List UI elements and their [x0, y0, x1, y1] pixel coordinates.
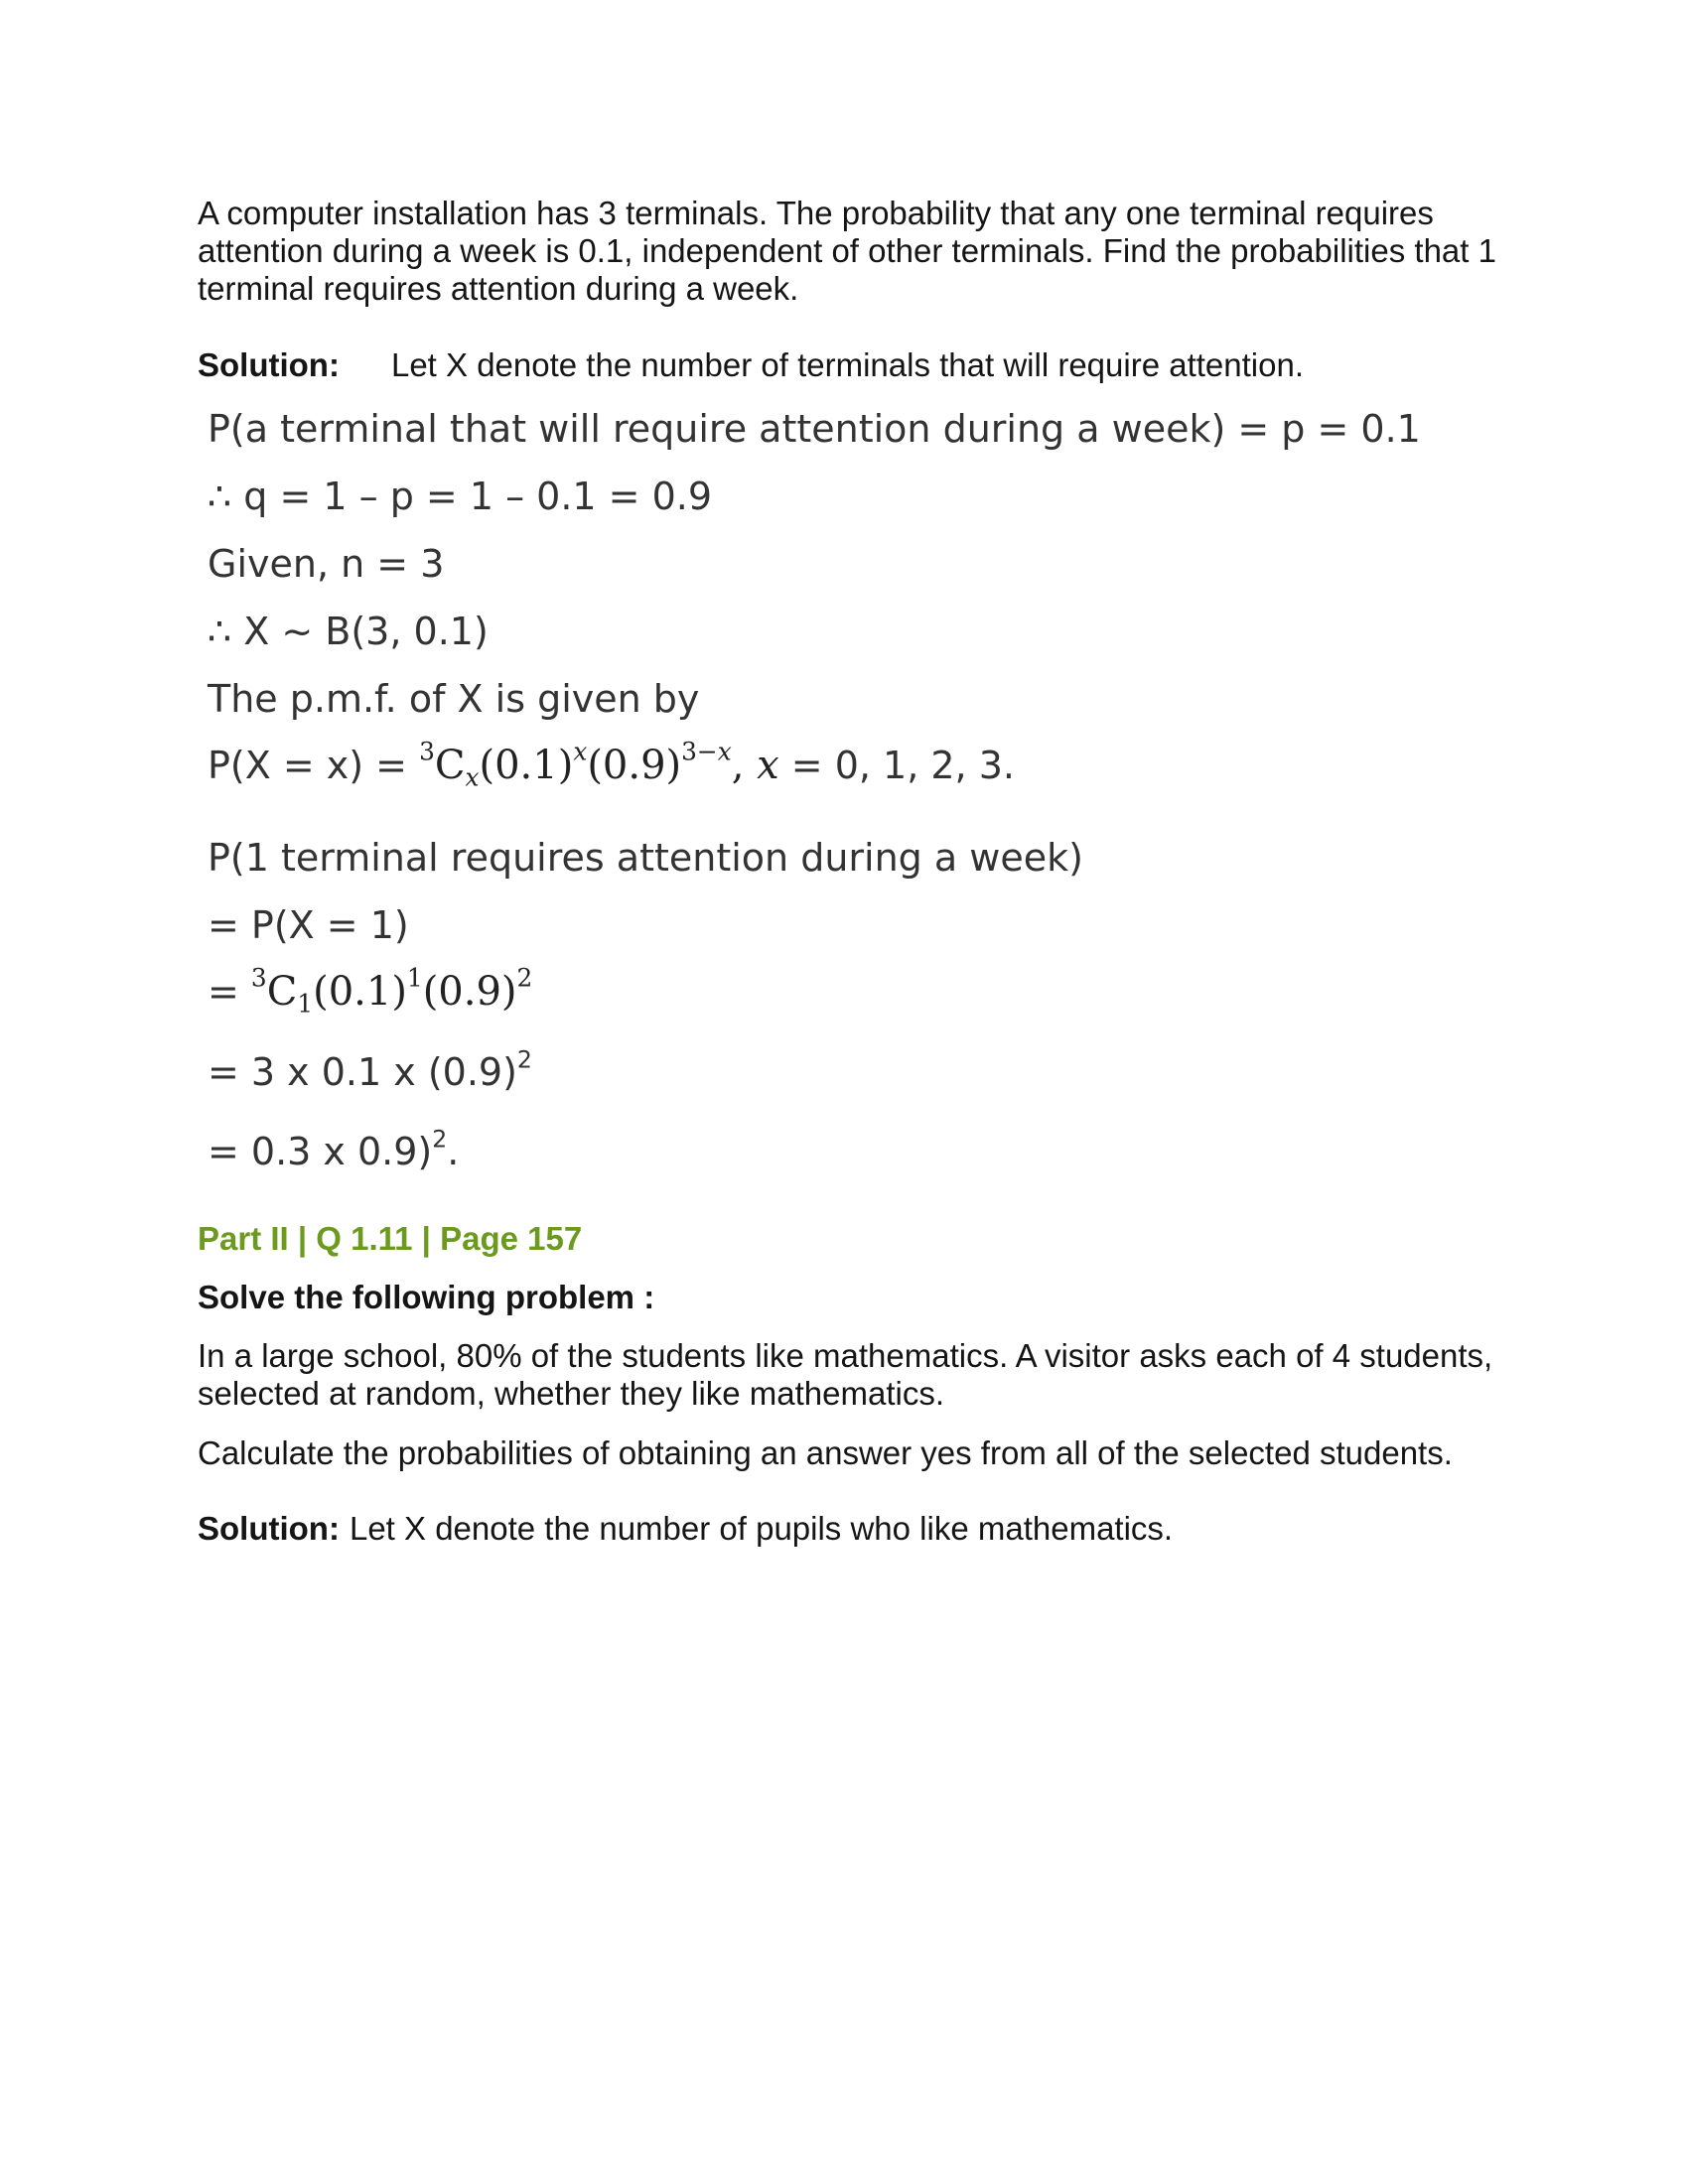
solution-label: Solution:	[198, 346, 340, 383]
problem-heading: Solve the following problem :	[198, 1279, 655, 1315]
pmf-prefix: P(X = x) =	[208, 744, 420, 787]
problem-text: In a large school, 80% of the students like mathematics. A visitor asks each of 4 students, selected at random, whether they like mathematics.	[198, 1337, 1493, 1412]
solution-2-line	[198, 1510, 1508, 1548]
step-pmf-formula	[208, 737, 1015, 792]
pmf-expression: $^3C_x(0.1)^x(0.9)^{3-x}$, x	[419, 737, 779, 792]
step-binomial-substitution	[208, 963, 533, 1019]
step-probability-p: P(a terminal that will require attention during a week) = p = 0.1	[208, 407, 1421, 451]
solution-line	[198, 346, 1508, 384]
substitution-expression: $^3C_1(0.1)^1(0.9)^2$	[250, 963, 533, 1019]
simplify-1-text: = 3 x 0.1 x (0.9)	[208, 1050, 517, 1094]
step-simplify-2	[208, 1125, 460, 1173]
question-reference: Part II | Q 1.11 | Page 157	[198, 1220, 583, 1257]
solution-2-label: Solution:	[198, 1510, 340, 1547]
simplify-2-exponent: 2	[432, 1125, 448, 1154]
pmf-suffix: = 0, 1, 2, 3.	[778, 744, 1015, 787]
simplify-2-text: = 0.3 x 0.9)	[208, 1130, 433, 1173]
step-simplify-1	[208, 1045, 532, 1094]
step-pmf-intro: The p.m.f. of X is given by	[208, 677, 700, 721]
step-target-event: P(1 terminal requires attention during a week)	[208, 836, 1083, 880]
solution-2-text: Let X denote the number of pupils who like mathematics.	[349, 1510, 1174, 1547]
problem-question: Calculate the probabilities of obtaining an answer yes from all of the selected students.	[198, 1434, 1453, 1471]
question-text: A computer installation has 3 terminals. The probability that any one terminal requires attention during a week is 0.1, independent of other terminals. Find the probabilities that 1 terminal requires attention during a week.	[198, 195, 1496, 307]
step-equals-p-x1: = P(X = 1)	[208, 903, 409, 947]
substitution-prefix: =	[208, 970, 251, 1014]
simplify-2-period: .	[447, 1130, 460, 1173]
step-distribution: ∴ X ~ B(3, 0.1)	[208, 610, 489, 653]
step-given-n: Given, n = 3	[208, 542, 445, 586]
simplify-1-exponent: 2	[516, 1045, 532, 1074]
solution-text: Let X denote the number of terminals that will require attention.	[390, 346, 1304, 383]
step-probability-q: ∴ q = 1 – p = 1 – 0.1 = 0.9	[208, 475, 713, 518]
